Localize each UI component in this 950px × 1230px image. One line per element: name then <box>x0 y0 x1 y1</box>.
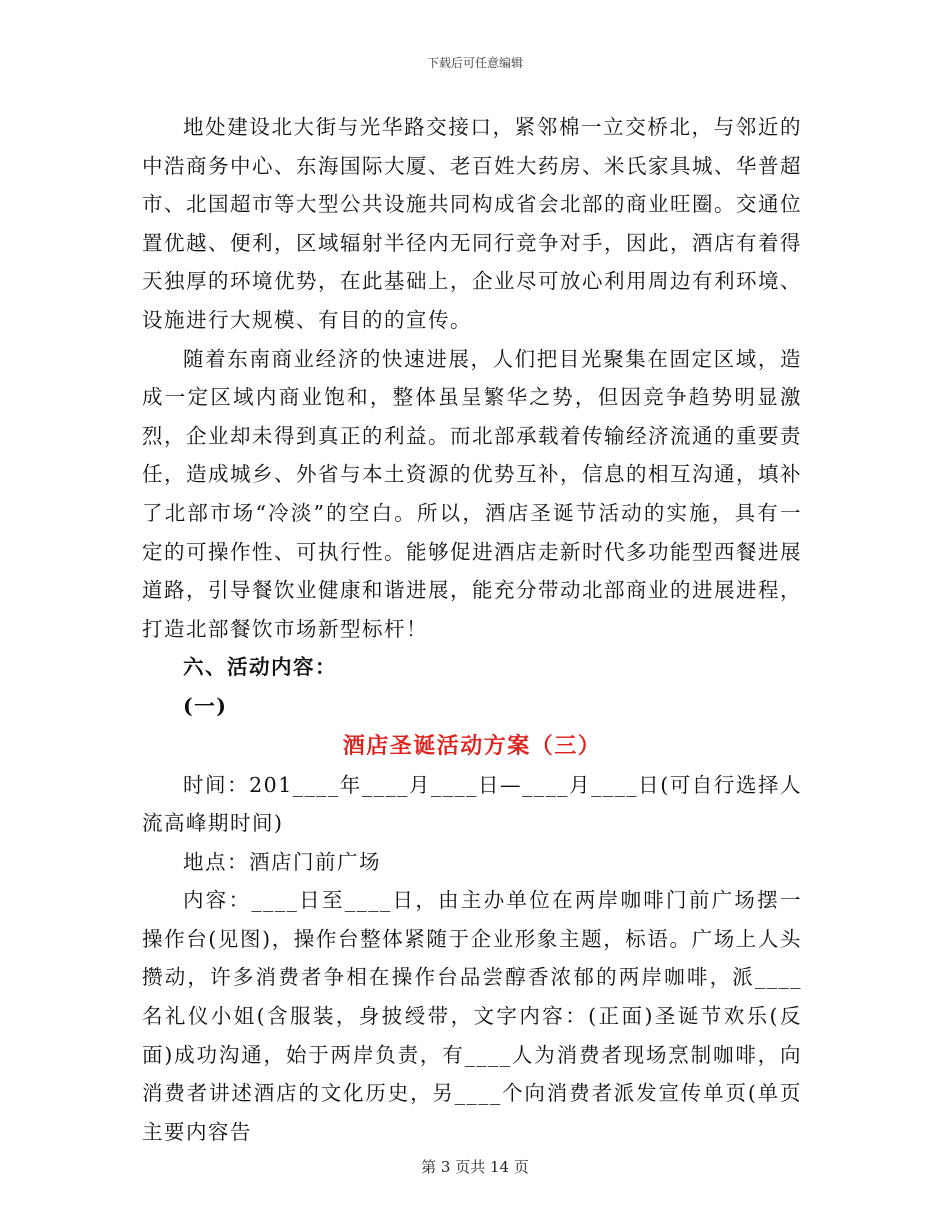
document-body <box>142 108 802 1151</box>
paragraph-location: 地处建设北大街与光华路交接口，紧邻棉一立交桥北，与邻近的中浩商务中心、东海国际大厦、老百姓大药房、米氏家具城、华普超市、北国超市等大型公共设施共同构成省会北部的商业旺圈。交通位置优越、便利，区域辐射半径内无同行竞争对手，因此，酒店有着得天独厚的环境优势，在此基础上，企业尽可放心利用周边有利环境、设施进行大规模、有目的的宣传。 <box>142 115 802 332</box>
paragraph-background: 随着东南商业经济的快速进展，人们把目光聚集在固定区域，造成一定区域内商业饱和，整体虽呈繁华之势，但因竞争趋势明显激烈，企业却未得到真正的利益。而北部承载着传输经济流通的重要责任，造成城乡、外省与本土资源的优势互补，信息的相互沟通，填补了北部市场“冷淡”的空白。所以，酒店圣诞节活动的实施，具有一定的可操作性、可执行性。能够促进酒店走新时代多功能型西餐进展道路，引导餐饮业健康和谐进展，能充分带动北部商业的进展进程，打造北部餐饮市场新型标杆！ <box>142 346 802 641</box>
document-title: 酒店圣诞活动方案（三） <box>342 732 602 759</box>
paragraph-place: 地点：酒店门前广场 <box>183 849 381 874</box>
paragraph-time: 时间：201____年____月____日—____月____日(可自行选择人流高峰期时间) <box>142 772 802 836</box>
page-header: 下载后可任意编辑 <box>426 56 523 70</box>
subsection-heading: (一) <box>183 693 228 718</box>
page-footer: 第 3 页共 14 页 <box>421 1158 529 1176</box>
section-heading-activity-content: 六、活动内容： <box>183 655 337 680</box>
paragraph-content: 内容：____日至____日，由主办单位在两岸咖啡门前广场摆一操作台(见图)，操作台整体紧随于企业形象主题，标语。广场上人头攒动，许多消费者争相在操作台品尝醇香浓郁的两岸咖啡，派____名礼仪小姐(含服装，身披绶带，文字内容：(正面)圣诞节欢乐(反面)成功沟通，始于两岸负责，有____人为消费者现场烹制咖啡，向消费者讲述酒店的文化历史，另____个向消费者派发宣传单页(单页主要内容告 <box>142 888 802 1144</box>
